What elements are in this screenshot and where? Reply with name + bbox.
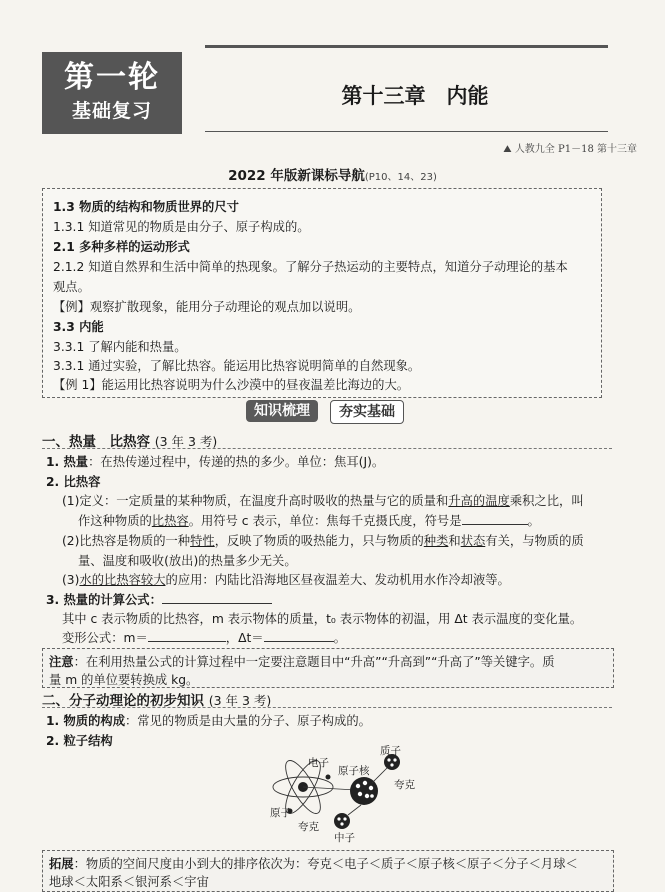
- text-segment: 。: [527, 514, 540, 528]
- heat-formula-label: 3. 热量的计算公式：: [46, 593, 162, 607]
- standard-item: 1.3.1 知道常见的物质是由分子、原子构成的。: [53, 220, 310, 234]
- book-reference: [503, 140, 637, 155]
- text-segment: 作这种物质的: [78, 514, 152, 528]
- standard-item: 3.3 内能: [53, 320, 104, 334]
- text-segment: 有关，与物质的质: [485, 534, 584, 548]
- section-divider: [42, 448, 612, 449]
- round-sub-label: 基础复习: [71, 100, 152, 122]
- note-label: 注意: [49, 655, 74, 669]
- shc-property-line1: [62, 531, 584, 549]
- label-neutron: 中子: [334, 832, 355, 844]
- text-segment: ：常见的物质是由大量的分子、原子构成的。: [125, 714, 371, 728]
- shc-label: 2. 比热容: [46, 475, 101, 489]
- standards-nav-title: [0, 164, 665, 184]
- shc-definition-line2: [78, 511, 540, 529]
- label-electron: 电子: [308, 757, 329, 769]
- fill-blank[interactable]: [264, 629, 334, 642]
- section-heading: [42, 689, 271, 709]
- variant-formula-line: [62, 628, 346, 646]
- standard-item: 3.3.1 通过实验，了解比热容。能运用比热容说明简单的自然现象。: [53, 359, 421, 373]
- label-proton: 质子: [380, 745, 401, 757]
- note-box: [42, 648, 614, 688]
- note-line1: [49, 652, 555, 670]
- standard-item: 2.1 多种多样的运动形式: [53, 240, 190, 254]
- answer-underline: 水的比热容较大: [79, 573, 166, 587]
- answer-underline: 比热容: [151, 514, 189, 528]
- chapter-title: 第十三章 内能: [341, 84, 489, 108]
- fill-blank[interactable]: [162, 591, 272, 604]
- extension-label: 拓展: [49, 857, 74, 871]
- heat-label: 1. 热量: [46, 455, 89, 469]
- neutron-circle: [334, 813, 350, 829]
- extension-line1: [49, 854, 578, 872]
- answer-underline: 种类: [423, 534, 449, 548]
- pointer-line: [372, 767, 388, 783]
- nav-title-text: 2022 年版新课标导航: [228, 168, 365, 184]
- heat-formula-line: [46, 590, 272, 608]
- section-heading: [42, 430, 217, 450]
- text-segment: 。用符号 c 表示，单位：焦每千克摄氏度，符号是: [188, 514, 462, 528]
- book-reference-text: 人教九全 P1－18 第十三章: [514, 144, 637, 155]
- fill-blank[interactable]: [148, 629, 226, 642]
- extension-box: [42, 850, 614, 892]
- text-segment: (1)定义：一定质量的某种物质，在温度升高时吸收的热量与它的质量和: [62, 494, 449, 508]
- answer-underline: 特性: [190, 534, 215, 548]
- text-segment: 乘积之比，叫: [509, 494, 584, 508]
- heat-text: ：在热传递过程中，传递的热的多少。单位：焦耳(J)。: [88, 455, 385, 469]
- header-bottom-rule: [205, 131, 608, 132]
- standard-item: 【例】观察扩散现象，能用分子动理论的观点加以说明。: [53, 300, 361, 314]
- standard-item: 【例 1】能运用比热容说明为什么沙漠中的昼夜温差比海边的大。: [53, 378, 410, 392]
- shc-property-line2: 量、温度和吸收(放出)的热量多少无关。: [78, 554, 297, 568]
- standard-item: 2.1.2 知道自然界和生活中简单的热现象。了解分子热运动的主要特点，知道分子动理论的基本: [53, 260, 568, 274]
- answer-underline: 状态: [460, 534, 486, 548]
- text-segment: 。: [333, 631, 346, 645]
- section-divider: [42, 707, 612, 708]
- section-title: 二、分子动理论的初步知识: [42, 693, 204, 709]
- standard-item: 观点。: [53, 280, 90, 294]
- heat-definition: [46, 452, 384, 470]
- round-badge: [42, 52, 182, 134]
- header-top-rule: [205, 45, 608, 48]
- note-line2: 量 m 的单位要转换成 kg。: [49, 673, 199, 687]
- shc-application: [62, 570, 510, 588]
- label-nucleus: 原子核: [338, 765, 370, 777]
- text-segment: ：在利用热量公式的计算过程中一定要注意题目中“升高”“升高到”“升高了”等关键字。质: [73, 655, 555, 669]
- book-icon: ⛰: [503, 144, 515, 155]
- standard-item: 3.3.1 了解内能和热量。: [53, 340, 187, 354]
- particle-structure-label: 2. 粒子结构: [46, 734, 113, 748]
- standard-item: 1.3 物质的结构和物质世界的尺寸: [53, 200, 239, 214]
- electron-dot: [326, 775, 331, 780]
- text-segment: 变形公式：m＝: [62, 631, 148, 645]
- text-segment: ，Δt＝: [225, 631, 264, 645]
- section-title: 一、热量 比热容: [42, 434, 150, 450]
- shc-definition-line1: [62, 491, 584, 509]
- text-segment: (3): [62, 573, 80, 587]
- formula-description: 其中 c 表示物质的比热容，m 表示物体的质量，t₀ 表示物体的初温，用 Δt 表示温度的变化量。: [62, 612, 583, 626]
- composition-label: 1. 物质的构成: [46, 714, 125, 728]
- text-segment: 的应用：内陆比沿海地区昼夜温差大、发动机用水作冷却液等。: [165, 573, 510, 587]
- banner-knowledge: 知识梳理: [246, 400, 318, 422]
- section-exam-count: (3 年 3 考): [154, 434, 218, 449]
- pointer-line: [348, 805, 361, 815]
- text-segment: ，反映了物质的吸热能力，只与物质的: [214, 534, 424, 548]
- section-exam-count: (3 年 3 考): [208, 693, 272, 708]
- text-segment: ：物质的空间尺度由小到大的排序依次为：夸克＜电子＜质子＜原子核＜原子＜分子＜月球＜: [73, 857, 578, 871]
- round-label: 第一轮: [64, 60, 160, 95]
- text-segment: 和: [448, 534, 461, 548]
- extension-line2: 地球＜太阳系＜银河系＜宇宙: [49, 875, 209, 889]
- standards-box: [42, 188, 602, 398]
- label-quark: 夸克: [298, 821, 319, 833]
- pointer-line: [303, 787, 356, 790]
- label-quark: 夸克: [394, 779, 415, 791]
- atom-structure-diagram: [268, 745, 428, 845]
- answer-underline: 升高的温度: [448, 494, 510, 508]
- nav-title-pages: (P10、14、23): [364, 172, 437, 183]
- text-segment: (2)比热容是物质的一种: [62, 534, 191, 548]
- fill-blank[interactable]: [462, 512, 528, 525]
- banner-foundation: 夯实基础: [330, 400, 404, 424]
- label-atom: 原子: [270, 807, 291, 819]
- matter-composition: [46, 711, 371, 729]
